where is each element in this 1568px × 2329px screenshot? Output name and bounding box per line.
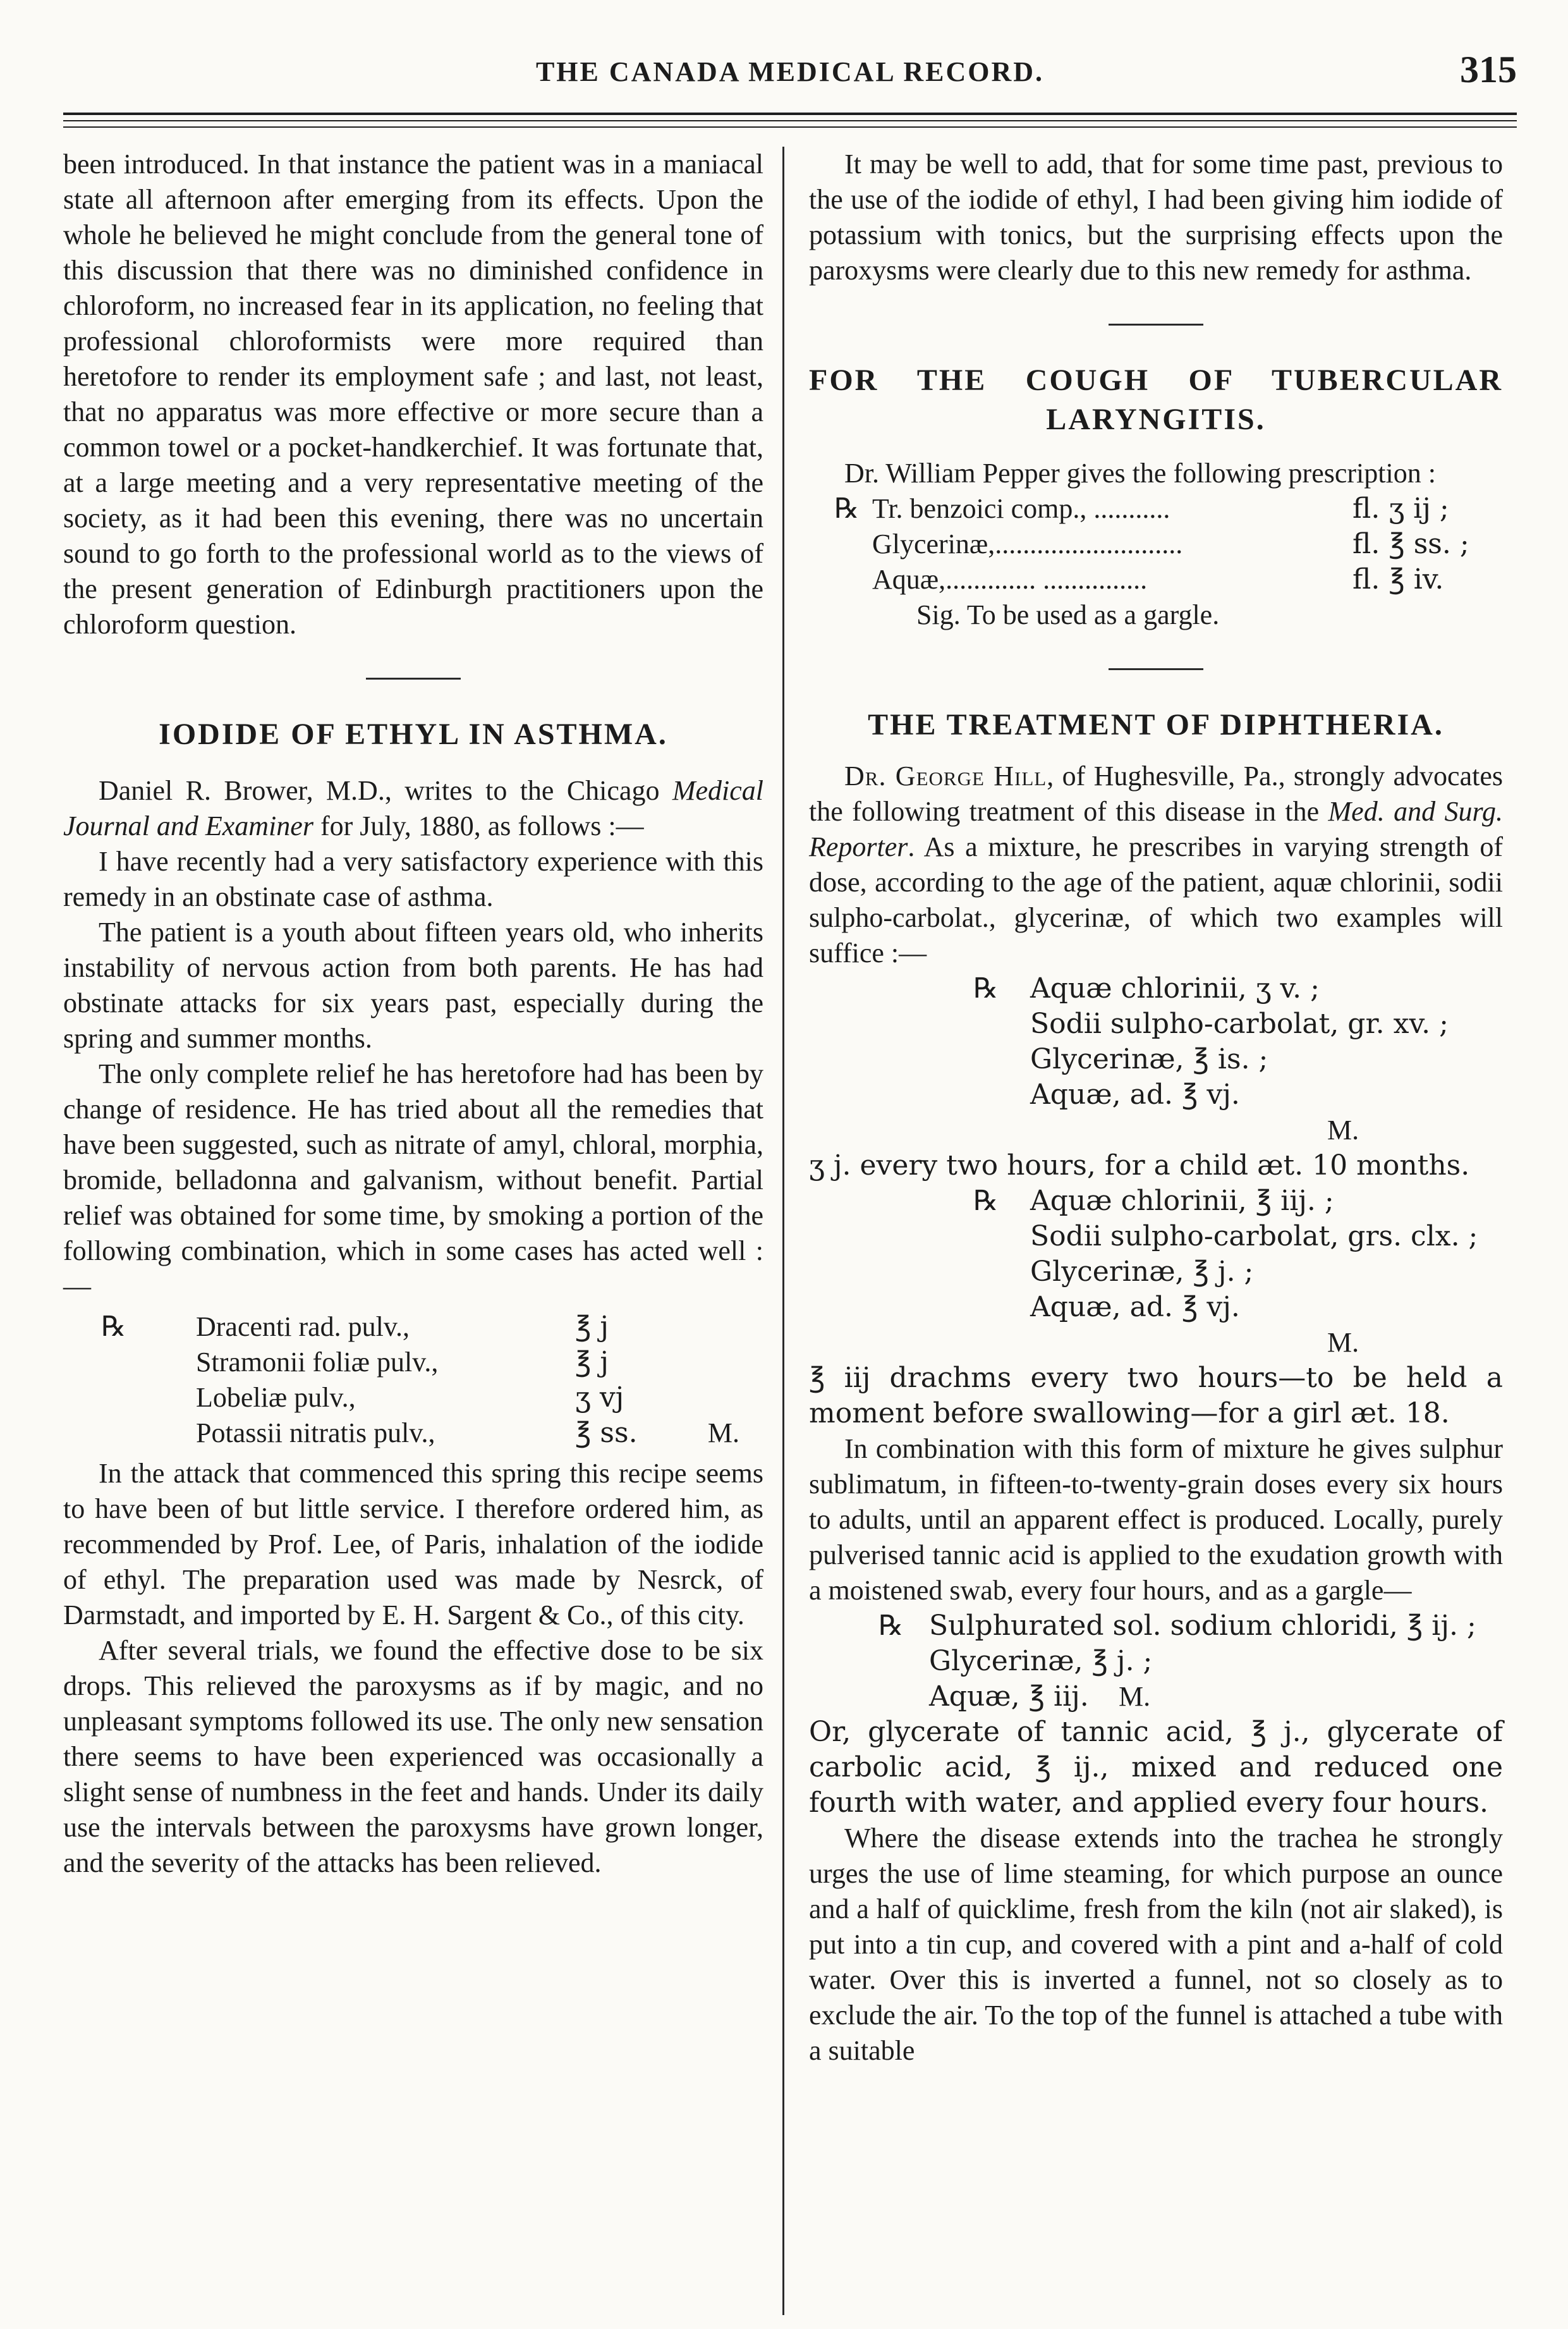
prescription-line: Aquæ,............. ............... fl. ℥ iv. (872, 563, 1444, 596)
section-rule (1109, 324, 1203, 326)
dosage-line: ℥ iij drachms every two hours—to be held a moment before swallowing—for a girl æt. 18. (809, 1362, 1503, 1429)
journal-name: Med. and Surg. Reporter (809, 796, 1503, 862)
recipe-symbol: ℞ (973, 1185, 999, 1217)
header-rule-thin-2 (63, 126, 1517, 128)
column-divider (782, 147, 784, 2315)
section-rule (366, 678, 461, 680)
prescription-line: Aquæ, ad. ℥ vj. (1030, 1291, 1240, 1323)
paragraph: In combination with this form of mixture he gives sulphur sublimatum, in fifteen-to-twenty-grain doses every six hours to adults, until an apparent effect is produced. Locally, purely pulverised tannic acid is applied to the exudation growth with a moistened swab, every four hours, and as a gargle— (809, 1433, 1503, 1606)
prescription-line: Glycerinæ, ℥ j. ; (1030, 1256, 1254, 1288)
section-rule (1109, 668, 1203, 670)
recipe-symbol: ℞ (973, 972, 999, 1005)
prescription-line: ℞ Sulphurated sol. sodium chloridi, ℥ ij. ; (878, 1608, 1503, 1644)
prescription-line: Lobeliæ pulv., ʒ vj (196, 1381, 624, 1414)
prescription-line: ℞ Tr. benzoici comp., ........... fl. ʒ ij ; (834, 491, 1503, 527)
running-head (63, 49, 1517, 94)
prescription (973, 971, 1503, 1148)
right-column (809, 147, 1503, 2069)
prescription (834, 491, 1503, 633)
section-heading: IODIDE OF ETHYL IN ASTHMA. (159, 718, 668, 751)
recipe-symbol: ℞ (834, 492, 860, 525)
section-heading-line-2: LARYNGITIS. (1046, 403, 1266, 436)
prescription-line: Sodii sulpho-carbolat, gr. xv. ; (1030, 1008, 1449, 1040)
prescription-line: Aquæ, ℥ iij. M. (878, 1679, 1503, 1715)
header-rule-thin (63, 120, 1517, 121)
page-number: 315 (1460, 49, 1517, 90)
prescription-line: Sodii sulpho-carbolat, grs. clx. ; (1030, 1220, 1478, 1252)
prescription-line: Glycerinæ, ℥ j. ; (929, 1645, 1153, 1677)
paragraph: been introduced. In that instance the patient was in a maniacal state all afternoon after emerging from its effects. Upon the whole he believed he might conclude from the general tone of this discussion that there was no diminished confidence in chloroform, no increased fear in its application, no feeling that professional chloroformists were more required than heretofore to render its employment safe ; and last, not least, that no apparatus was more effective or more secure than a common towel or a pocket-handkerchief. It was fortunate that, at a large meeting and a very representative meeting of the society, as it had been this evening, there was no uncertain sound to go forth to the professional world as to the views of the present generation of Edinburgh practitioners upon the chloroform question. (63, 149, 763, 640)
prescription-line (973, 1113, 1503, 1148)
prescription-line: ℞ Aquæ chlorinii, ʒ v. ; (973, 971, 1503, 1006)
prescription (973, 1183, 1503, 1360)
paragraph: Where the disease extends into the trachea he strongly urges the use of lime steaming, for which purpose an ounce and a half of quicklime, fresh from the kiln (not air slaked), is put into a tin cup, and covered with a pint and a-half of cold water. Over this is inverted a funnel, not so closely as to exclude the air. To the top of the funnel is attached a tube with a suitable (809, 1823, 1503, 2066)
recipe-symbol: ℞ (878, 1610, 904, 1642)
prescription-line: Aquæ, ad. ℥ vj. (1030, 1079, 1240, 1111)
prescription (878, 1608, 1503, 1715)
prescription-signature: Sig. To be used as a gargle. (916, 599, 1220, 630)
dosage-line: ʒ j. every two hours, for a child æt. 10 months. (809, 1149, 1470, 1182)
paragraph: Dr. George Hill, of Hughesville, Pa., strongly advocates the following treatment of this disease in the Med. and Surg. Reporter. As a mixture, he prescribes in varying strength of dose, according to the age of the patient, aquæ chlorinii, sodii sulpho-carbolat., glycerinæ, of which two examples will suffice :— (809, 761, 1503, 969)
author-name: Dr. George Hill (844, 761, 1047, 792)
prescription-line (973, 1325, 1503, 1360)
paragraph: I have recently had a very satisfactory experience with this remedy in an obstinate case of asthma. (63, 846, 763, 912)
prescription-line: Glycerinæ, ℥ is. ; (1030, 1043, 1268, 1075)
prescription-line: Potassii nitratis pulv., ℥ ss. M. (101, 1415, 763, 1451)
misce-mark: M. (1327, 1115, 1359, 1146)
prescription-line: Glycerinæ,........................... fl. ℥ ss. ; (872, 528, 1469, 560)
misce-mark: M. (707, 1417, 739, 1448)
paragraph: After several trials, we found the effective dose to be six drops. This relieved the paroxysms as if by magic, and no unpleasant symptoms followed its use. The only new sensation there seems to have been experienced was occasionally a slight sense of numbness in the feet and hands. Under its daily use the intervals between the paroxysms have grown longer, and the severity of the attacks has been relieved. (63, 1635, 763, 1878)
paragraph: Daniel R. Brower, M.D., writes to the Chicago Medical Journal and Examiner for July, 1880, as follows :— (63, 775, 763, 841)
left-column (63, 147, 763, 1881)
paragraph: The only complete relief he has heretofore had has been by change of residence. He has tried about all the remedies that have been suggested, such as nitrate of amyl, chloral, morphia, bromide, belladonna and galvanism, without benefit. Partial relief was obtained for some time, by smoking a portion of the following combination, which in some cases has acted well :— (63, 1058, 763, 1302)
paragraph: The patient is a youth about fifteen years old, who inherits instability of nervous action from both parents. He has had obstinate attacks for six years past, especially during the spring and summer months. (63, 917, 763, 1054)
journal-title: THE CANADA MEDICAL RECORD. (535, 56, 1045, 87)
paragraph: Dr. William Pepper gives the following prescription : (844, 458, 1436, 489)
paragraph: In the attack that commenced this spring this recipe seems to have been of but little service. I therefore ordered him, as recommended by Prof. Lee, of Paris, inhalation of the iodide of ethyl. The preparation used was made by Nesrck, of Darmstadt, and imported by E. H. Sargent & Co., of this city. (63, 1458, 763, 1630)
prescription-line: Stramonii foliæ pulv., ℥ j (196, 1346, 609, 1378)
prescription (101, 1309, 763, 1451)
misce-mark: M. (1327, 1327, 1359, 1358)
journal-name: Medical Journal and Examiner (63, 775, 763, 841)
paragraph: It may be well to add, that for some time past, previous to the use of the iodide of ethyl, I had been giving him iodide of potassium with tonics, but the surprising effects upon the paroxysms were clearly due to this new remedy for asthma. (809, 149, 1503, 286)
header-rule-thick (63, 113, 1517, 115)
misce-mark: M. (1119, 1681, 1151, 1712)
recipe-symbol: ℞ (101, 1311, 126, 1343)
prescription-line: ℞ Dracenti rad. pulv., ℥ j (101, 1309, 763, 1345)
paragraph: Or, glycerate of tannic acid, ℥ j., glycerate of carbolic acid, ℥ ij., mixed and reduced one fourth with water, and applied every four hours. (809, 1716, 1503, 1819)
section-heading: THE TREATMENT OF DIPHTHERIA. (868, 708, 1444, 742)
section-heading: FOR THE COUGH OF TUBERCULAR (809, 364, 1503, 397)
prescription-line: ℞ Aquæ chlorinii, ℥ iij. ; (973, 1183, 1503, 1219)
